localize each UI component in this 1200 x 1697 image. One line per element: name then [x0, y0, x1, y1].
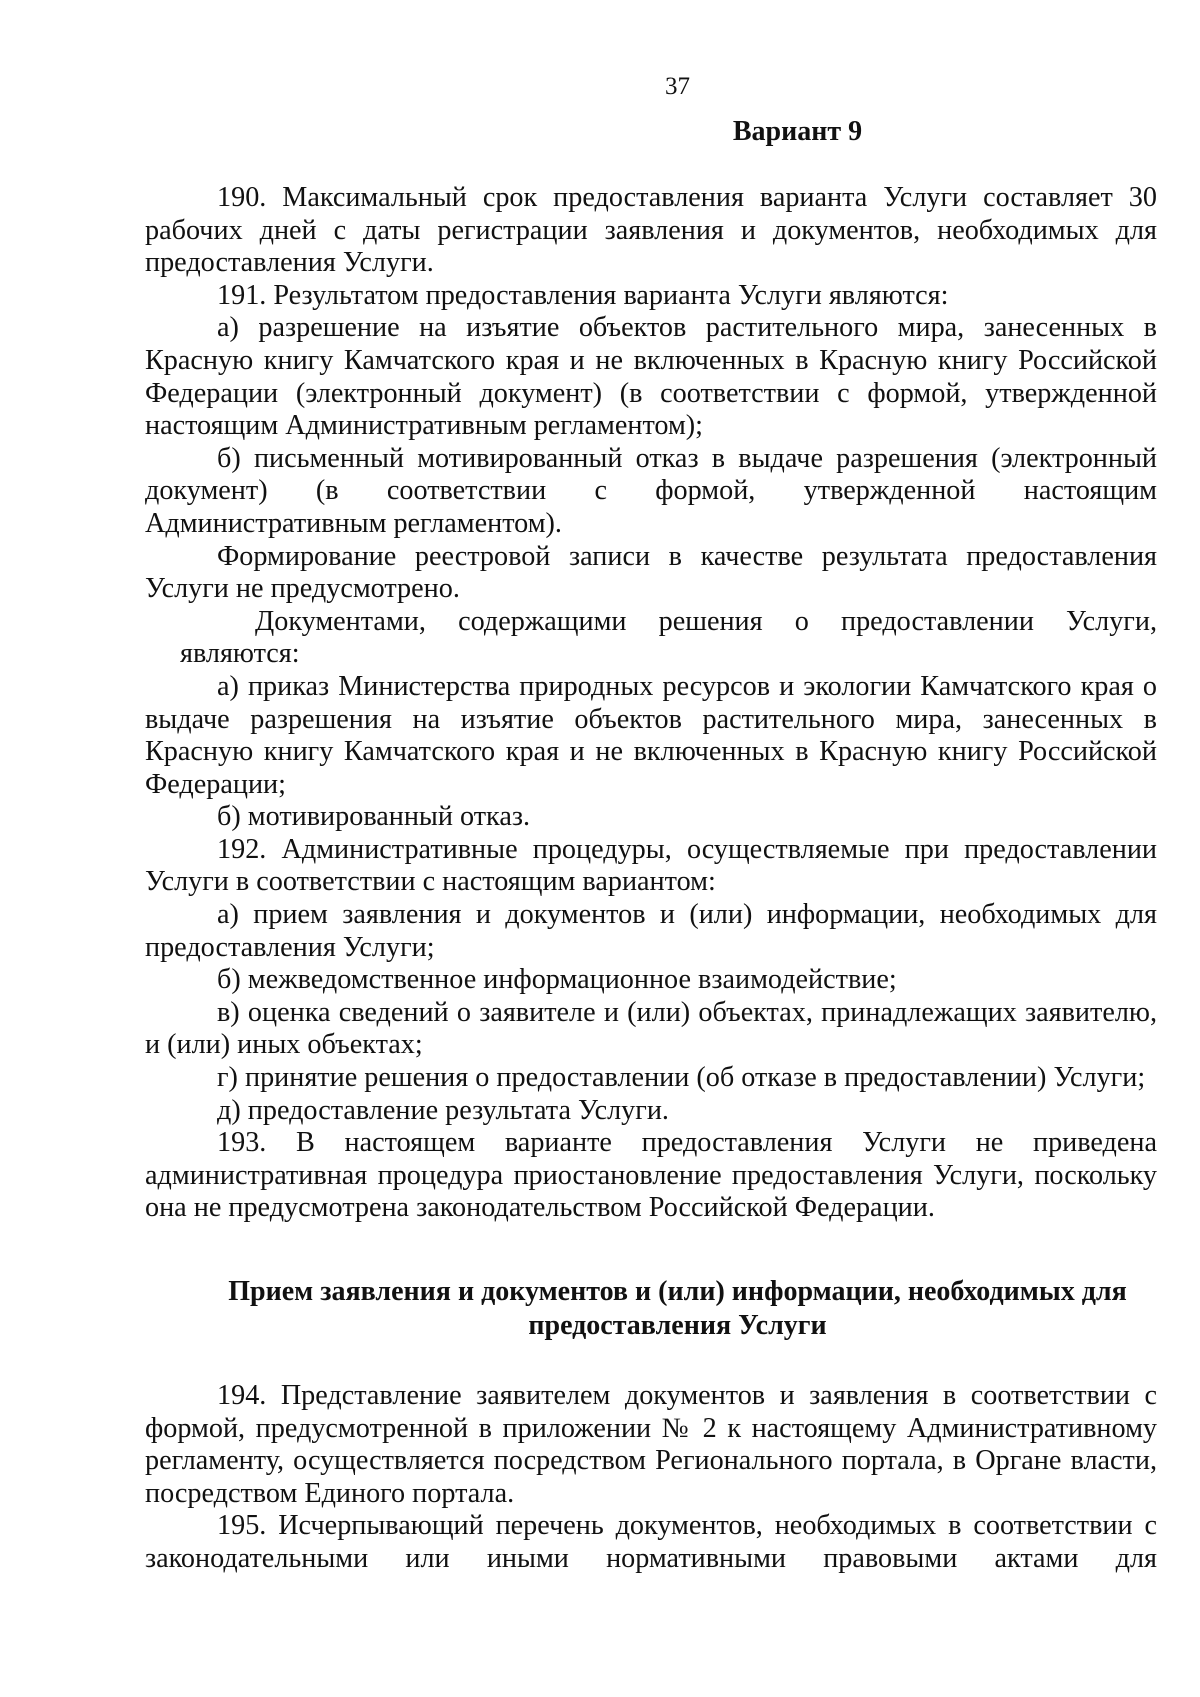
paragraph-192-c: в) оценка сведений о заявителе и (или) объектах, принадлежащих заявителю, и (или) иных объектах;: [145, 996, 1157, 1061]
paragraph-192-e: д) предоставление результата Услуги.: [217, 1094, 669, 1126]
paragraph-191-a: а) разрешение на изъятие объектов растительного мира, занесенных в Красную книгу Камчатского края и не включенных в Красную книгу Российской Федерации (электронный документ) (в соответствии с формой, утвержденной настоящим Административным регламентом);: [145, 312, 1157, 442]
paragraph-decision-documents: Документами, содержащими решения о предоставлении Услуги, являются:: [180, 605, 1157, 670]
paragraph-190: 190. Максимальный срок предоставления варианта Услуги составляет 30 рабочих дней с даты регистрации заявления и документов, необходимых для предоставления Услуги.: [145, 182, 1157, 279]
paragraph-192-d: г) принятие решения о предоставлении (об отказе в предоставлении) Услуги;: [217, 1062, 1146, 1094]
paragraph-195: 195. Исчерпывающий перечень документов, необходимых в соответствии с законодательными или иными нормативными правовыми актами для: [145, 1510, 1157, 1574]
paragraph-193: 193. В настоящем варианте предоставления Услуги не приведена административная процедура приостановление предоставления Услуги, поскольку она не предусмотрена законодательством Российской Федерации.: [145, 1127, 1157, 1224]
page-number: 37: [665, 73, 690, 100]
paragraph-192-b: б) межведомственное информационное взаимодействие;: [217, 964, 897, 996]
paragraph-191-b: б) письменный мотивированный отказ в выдаче разрешения (электронный документ) (в соответствии с формой, утвержденной настоящим Административным регламентом).: [145, 442, 1157, 539]
page-title: Вариант 9: [732, 116, 863, 147]
main-text-block: [145, 182, 1157, 1225]
paragraph-registry-note: Формирование реестровой записи в качестве результата предоставления Услуги не предусмотрено.: [145, 540, 1157, 605]
paragraph-194: 194. Представление заявителем документов и заявления в соответствии с формой, предусмотренной в приложении № 2 к настоящему Административному регламенту, осуществляется посредством Регионального портала, в Органе власти, посредством Единого портала.: [145, 1380, 1157, 1509]
paragraph-decision-b: б) мотивированный отказ.: [217, 801, 531, 833]
paragraph-192: 192. Административные процедуры, осуществляемые при предоставлении Услуги в соответствии с настоящим вариантом:: [145, 833, 1157, 898]
section-text-block: [145, 1380, 1157, 1576]
paragraph-191: 191. Результатом предоставления варианта Услуги являются:: [217, 279, 949, 311]
paragraph-decision-a: а) приказ Министерства природных ресурсов и экологии Камчатского края о выдаче разрешения на изъятие объектов растительного мира, занесенных в Красную книгу Камчатского края и не включенных в Красную книгу Российской Федерации;: [145, 670, 1157, 800]
paragraph-192-a: а) прием заявления и документов и (или) информации, необходимых для предоставления Услуги;: [145, 899, 1157, 963]
section-heading: Прием заявления и документов и (или) информации, необходимых для предоставления Услуги: [228, 1276, 1127, 1341]
